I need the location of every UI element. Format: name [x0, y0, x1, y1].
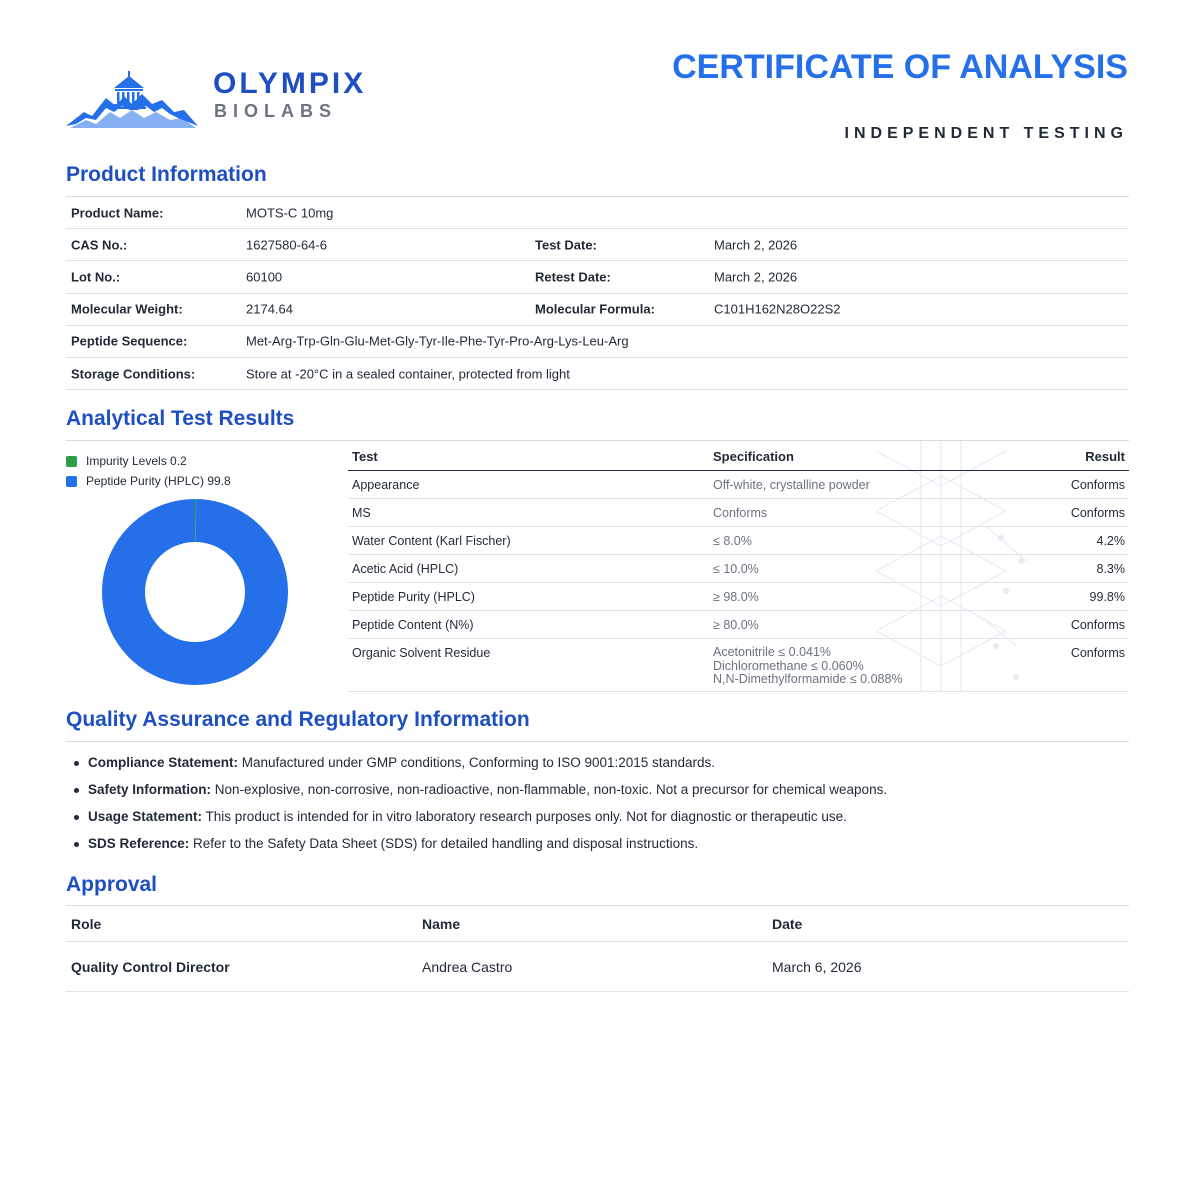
legend-swatch	[66, 476, 77, 487]
results-table-header	[348, 441, 1129, 471]
lot-label: Lot No.:	[71, 269, 121, 285]
retest-date-label: Retest Date:	[535, 269, 611, 285]
test-name: Peptide Content (N%)	[352, 618, 474, 632]
test-result: Conforms	[1070, 618, 1125, 632]
qa-label: SDS Reference:	[88, 836, 190, 851]
cas-label: CAS No.:	[71, 237, 128, 253]
product-name-label: Product Name:	[71, 205, 164, 221]
table-row	[348, 611, 1129, 639]
divider	[66, 741, 1129, 742]
approval-date: March 6, 2026	[772, 958, 862, 975]
table-row	[66, 229, 1129, 261]
peptide-sequence-value: Met-Arg-Trp-Gln-Glu-Met-Gly-Tyr-Ile-Phe-Tyr-Pro-Arg-Lys-Leu-Arg	[246, 333, 629, 349]
table-row	[66, 326, 1129, 358]
test-date-label: Test Date:	[535, 237, 597, 253]
spec-line: Acetonitrile ≤ 0.041%	[713, 645, 832, 659]
qa-title: Quality Assurance and Regulatory Information	[66, 708, 530, 731]
test-name: Appearance	[352, 478, 420, 492]
test-result: Conforms	[1070, 506, 1125, 520]
approver-role: Quality Control Director	[71, 958, 230, 975]
test-spec: ≤ 8.0%	[713, 534, 752, 548]
test-result: 99.8%	[1089, 590, 1125, 604]
analytical-results-title: Analytical Test Results	[66, 407, 295, 430]
test-spec: ≤ 10.0%	[713, 562, 759, 576]
test-spec: ≥ 80.0%	[713, 618, 759, 632]
table-row	[348, 555, 1129, 583]
molecular-formula-label: Molecular Formula:	[535, 301, 655, 317]
qa-text: Refer to the Safety Data Sheet (SDS) for detailed handling and disposal instructions.	[189, 836, 699, 851]
certificate-title: CERTIFICATE OF ANALYSIS	[672, 48, 1128, 86]
purity-donut-chart	[101, 498, 289, 686]
approver-name: Andrea Castro	[422, 958, 513, 975]
storage-label: Storage Conditions:	[71, 366, 196, 382]
test-result: 8.3%	[1096, 562, 1125, 576]
product-info-table	[66, 197, 1129, 390]
test-name: Organic Solvent Residue	[352, 646, 491, 660]
chart-legend	[66, 451, 231, 491]
col-header-name: Name	[422, 915, 461, 932]
qa-list	[88, 755, 1128, 863]
col-header-date: Date	[772, 915, 803, 932]
list-item	[88, 782, 1128, 809]
storage-value: Store at -20°C in a sealed container, protected from light	[246, 366, 570, 382]
test-name: Peptide Purity (HPLC)	[352, 590, 475, 604]
test-result: 4.2%	[1096, 534, 1125, 548]
test-date-value: March 2, 2026	[714, 237, 798, 253]
product-info-title: Product Information	[66, 163, 267, 186]
approval-header	[66, 906, 1129, 942]
qa-label: Safety Information:	[88, 782, 212, 797]
brand-name: OLYMPIX	[213, 67, 367, 100]
list-item	[88, 755, 1128, 782]
table-row	[66, 358, 1129, 390]
qa-text: This product is intended for in vitro laboratory research purposes only. Not for diagnostic or therapeutic use.	[202, 809, 847, 824]
table-row	[348, 527, 1129, 555]
test-spec: Off-white, crystalline powder	[713, 478, 870, 492]
molecular-weight-value: 2174.64	[246, 301, 293, 317]
certificate-subtitle: INDEPENDENT TESTING	[844, 125, 1128, 142]
peptide-sequence-label: Peptide Sequence:	[71, 333, 188, 349]
list-item	[88, 836, 1128, 863]
legend-swatch	[66, 456, 77, 467]
results-table	[348, 441, 1129, 692]
donut-slice-1	[102, 499, 288, 685]
qa-text: Non-explosive, non-corrosive, non-radioactive, non-flammable, non-toxic. Not a precursor for chemical weapons.	[211, 782, 888, 797]
table-row	[348, 583, 1129, 611]
spec-line: N,N-Dimethylformamide ≤ 0.088%	[713, 672, 903, 686]
test-spec: Conforms	[713, 506, 768, 520]
test-spec: ≥ 98.0%	[713, 590, 759, 604]
legend-label: Impurity Levels 0.2	[86, 454, 187, 468]
col-header-test: Test	[352, 449, 378, 464]
table-row	[66, 942, 1129, 992]
table-row	[66, 261, 1129, 293]
brand-subtitle: BIOLABS	[214, 101, 337, 121]
legend-item-impurity	[66, 451, 231, 471]
test-spec	[713, 646, 903, 687]
test-result: Conforms	[1070, 646, 1125, 660]
test-name: Acetic Acid (HPLC)	[352, 562, 459, 576]
list-item	[88, 809, 1128, 836]
table-row	[66, 294, 1129, 326]
table-row	[348, 499, 1129, 527]
legend-item-purity	[66, 471, 231, 491]
mountain-temple-logo-icon	[66, 66, 198, 130]
molecular-formula-value: C101H162N28O22S2	[714, 301, 841, 317]
col-header-spec: Specification	[713, 449, 794, 464]
legend-label: Peptide Purity (HPLC) 99.8	[86, 474, 231, 488]
table-row	[348, 471, 1129, 499]
qa-label: Compliance Statement:	[88, 755, 239, 770]
spec-line: Dichloromethane ≤ 0.060%	[713, 658, 864, 673]
col-header-result: Result	[1085, 449, 1125, 464]
test-name: Water Content (Karl Fischer)	[352, 534, 511, 548]
test-name: MS	[352, 506, 371, 520]
lot-value: 60100	[246, 269, 283, 285]
qa-label: Usage Statement:	[88, 809, 203, 824]
table-row	[66, 197, 1129, 229]
product-name-value: MOTS-C 10mg	[246, 205, 334, 221]
molecular-weight-label: Molecular Weight:	[71, 301, 183, 317]
test-result: Conforms	[1070, 478, 1125, 492]
col-header-role: Role	[71, 915, 102, 932]
approval-title: Approval	[66, 873, 158, 896]
approval-table	[66, 906, 1129, 992]
cas-value: 1627580-64-6	[246, 237, 327, 253]
table-row	[348, 639, 1129, 692]
qa-text: Manufactured under GMP conditions, Conforming to ISO 9001:2015 standards.	[238, 755, 716, 770]
retest-date-value: March 2, 2026	[714, 269, 798, 285]
